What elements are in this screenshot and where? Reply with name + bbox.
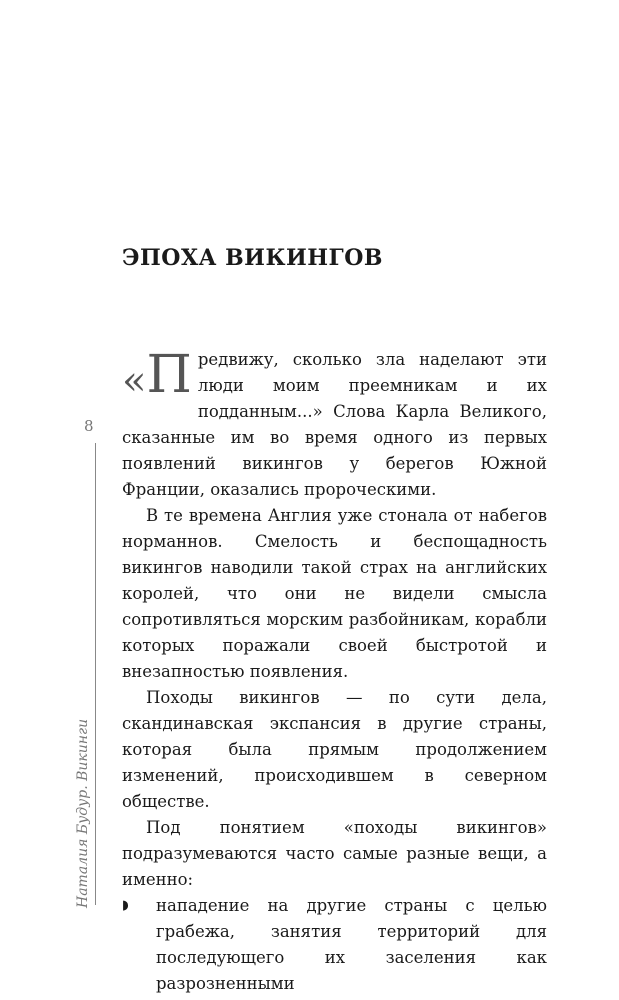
paragraph-text: редвижу, сколько зла наделают эти люди моим преемникам и их подданным...» Слова Карла Великого, сказанные им во время одного из первых появлений викингов у берегов Южной Франции, оказались пророческими.	[122, 350, 547, 499]
drop-cap-letter: П	[146, 345, 192, 405]
margin-rule	[95, 443, 96, 905]
paragraph: Под понятием «походы викингов» подразумеваются часто самые разные вещи, а именно:	[122, 818, 547, 889]
bullet-marker-icon: ◗	[122, 898, 129, 913]
paragraph: В те времена Англия уже стонала от набегов норманнов. Смелость и беспощадность викингов наводили такой страх на английских королей, что они не видели смысла сопротивляться морским разбойникам, корабли которых поражали своей быстротой и внезапностью появления.	[122, 506, 547, 681]
drop-cap-quote-mark: «	[122, 358, 147, 404]
chapter-title: ЭПОХА ВИКИНГОВ	[122, 245, 383, 271]
drop-cap	[122, 345, 192, 405]
page-number: 8	[84, 417, 94, 435]
paragraph: Походы викингов — по сути дела, скандинавская экспансия в другие страны, которая была прямым продолжением изменений, происходившем в северном обществе.	[122, 688, 547, 811]
bullet-text: нападение на другие страны с целью грабежа, занятия территорий для последующего их заселения как разрозненными	[156, 896, 547, 993]
body-text	[122, 347, 547, 997]
bullet-item	[122, 893, 547, 997]
running-head: Наталия Будур. Викинги	[75, 718, 91, 908]
paragraph	[122, 347, 547, 503]
